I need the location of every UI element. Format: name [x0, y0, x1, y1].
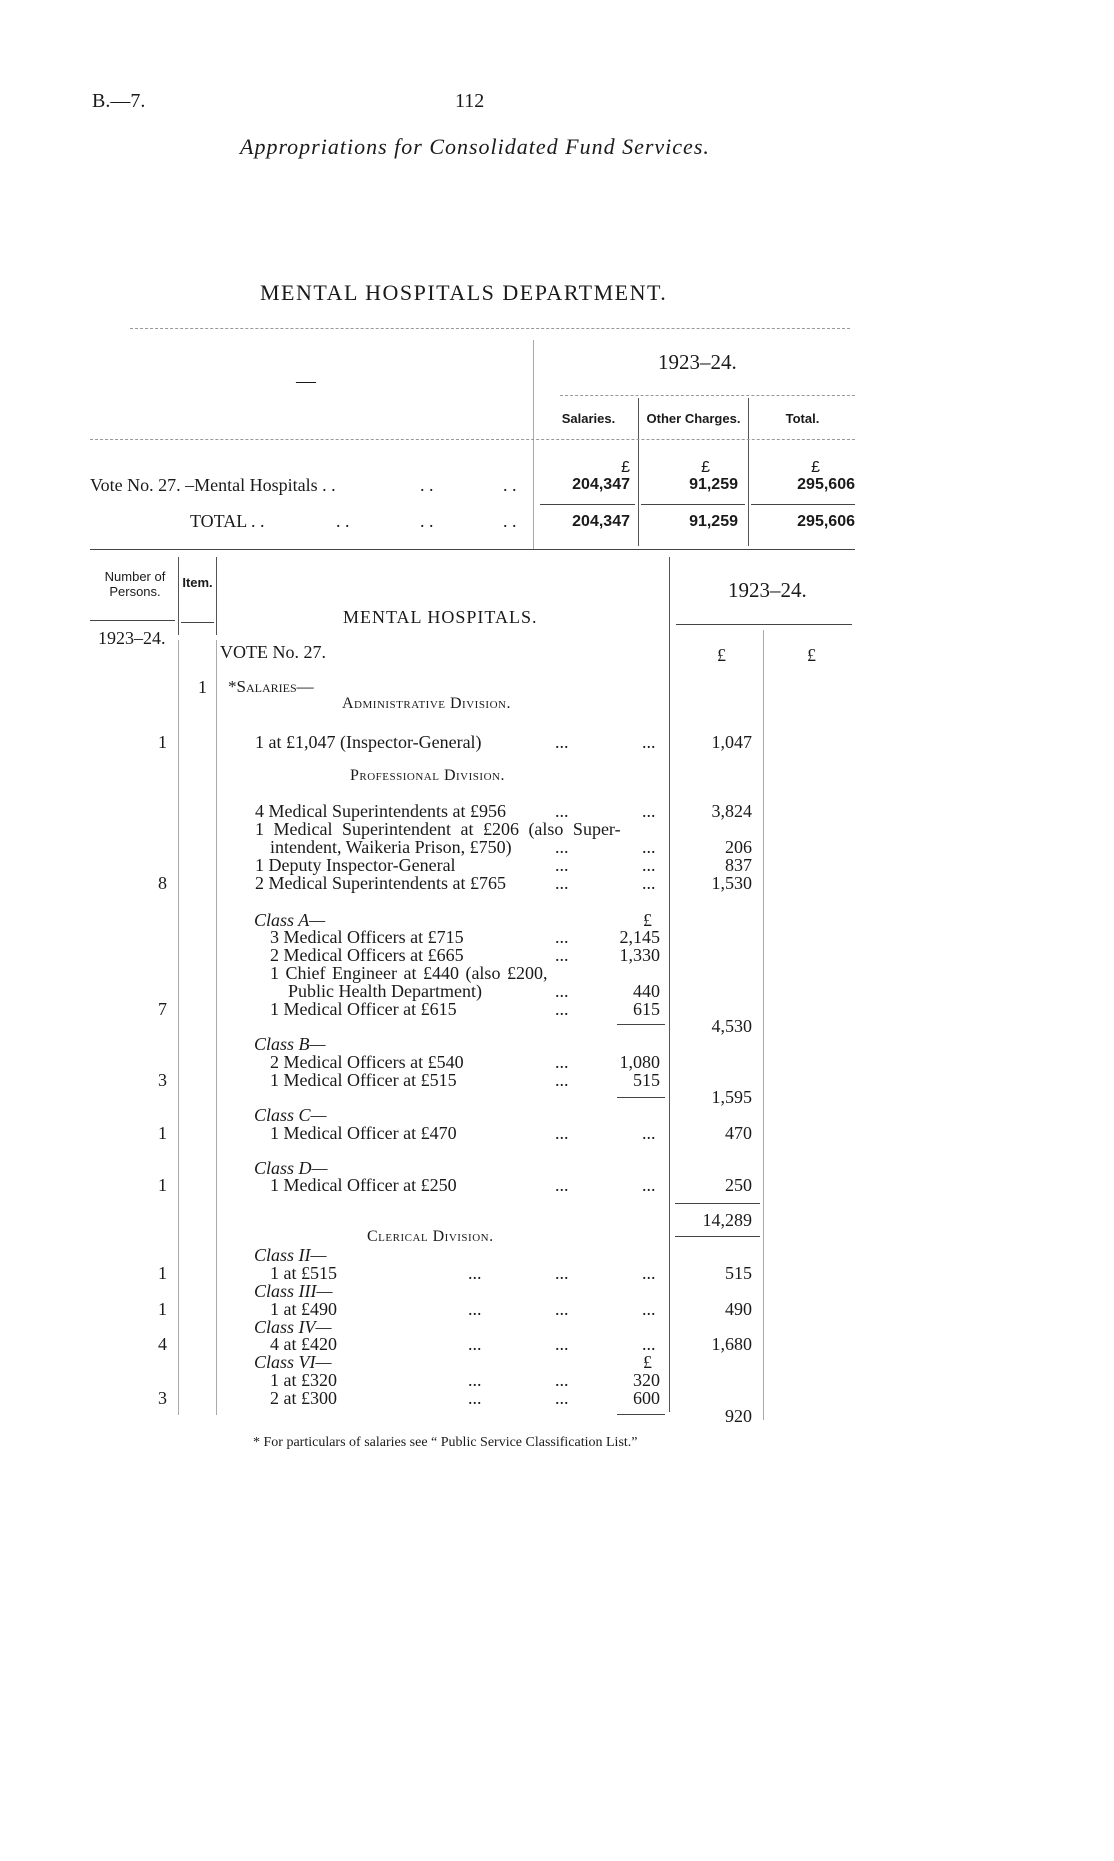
dots: ... — [555, 1175, 569, 1195]
dots: . . — [336, 511, 350, 531]
dots: ... — [555, 1123, 569, 1143]
class-a-heading: Class A— — [254, 910, 326, 930]
class-c-heading: Class C— — [254, 1105, 327, 1125]
class-vi-line: 1 at £320 — [270, 1370, 337, 1390]
class-ii-heading: Class II— — [254, 1245, 327, 1265]
vote-total: 295,606 — [797, 476, 855, 493]
dots: ... — [555, 873, 569, 893]
dots: ... — [642, 1299, 656, 1319]
class-c-amount: 470 — [725, 1123, 752, 1143]
class-iii-line: 1 at £490 — [270, 1299, 337, 1319]
total-label: TOTAL . . — [190, 511, 265, 531]
class-b-total: 1,595 — [711, 1087, 752, 1107]
vote-salaries: 204,347 — [572, 476, 630, 493]
class-vi-amount: 320 — [633, 1370, 660, 1390]
page-number: 112 — [455, 90, 485, 112]
dots: ... — [555, 1370, 569, 1390]
prof-amount: 206 — [725, 837, 752, 857]
dots: ... — [555, 1052, 569, 1072]
vote-label: Vote No. 27. –Mental Hospitals . . — [90, 475, 336, 495]
dots: ... — [555, 981, 569, 1001]
prof-line: 1 Medical Superintendent at £206 (also Super- — [255, 819, 621, 839]
currency-total: £ — [811, 459, 820, 476]
vote-other-charges: 91,259 — [689, 476, 738, 493]
currency-other: £ — [701, 459, 710, 476]
class-a-line: 1 Medical Officer at £615 — [270, 999, 457, 1019]
professional-division: Professional Division. — [350, 767, 505, 784]
class-iv-line: 4 at £420 — [270, 1334, 337, 1354]
persons-class-vi: 3 — [158, 1388, 167, 1408]
pound-col1: £ — [717, 645, 726, 665]
dots: . . — [420, 511, 434, 531]
persons-year: 1923–24. — [98, 628, 166, 648]
persons-class-ii: 1 — [158, 1263, 167, 1283]
persons-class-c: 1 — [158, 1123, 167, 1143]
col-other-charges: Other Charges. — [646, 411, 741, 426]
prof-line: 2 Medical Superintendents at £765 — [255, 873, 506, 893]
col-total: Total. — [785, 411, 820, 426]
class-vi-heading: Class VI— — [254, 1352, 332, 1372]
dots: ... — [642, 873, 656, 893]
class-c-line: 1 Medical Officer at £470 — [270, 1123, 457, 1143]
class-ii-line: 1 at £515 — [270, 1263, 337, 1283]
department-title: MENTAL HOSPITALS DEPARTMENT. — [260, 280, 668, 305]
class-d-heading: Class D— — [254, 1158, 328, 1178]
dots: ... — [642, 855, 656, 875]
class-iii-amount: 490 — [725, 1299, 752, 1319]
class-iii-heading: Class III— — [254, 1281, 333, 1301]
dots: ... — [555, 855, 569, 875]
page-subtitle: Appropriations for Consolidated Fund Services. — [240, 134, 710, 159]
prof-amount: 1,530 — [711, 873, 752, 893]
class-iv-heading: Class IV— — [254, 1317, 332, 1337]
item-number: 1 — [198, 677, 207, 697]
persons-admin: 1 — [158, 732, 167, 752]
persons-class-iv: 4 — [158, 1334, 167, 1354]
class-a-amount: 440 — [633, 981, 660, 1001]
professional-total: 14,289 — [702, 1210, 752, 1230]
class-b-amount: 515 — [633, 1070, 660, 1090]
class-d-amount: 250 — [725, 1175, 752, 1195]
dots: ... — [555, 837, 569, 857]
prof-amount: 3,824 — [711, 801, 752, 821]
dots: ... — [642, 1175, 656, 1195]
administrative-division: Administrative Division. — [342, 695, 511, 712]
dots: ... — [555, 1299, 569, 1319]
class-vi-total: 920 — [725, 1406, 752, 1426]
section-title: MENTAL HOSPITALS. — [343, 607, 538, 627]
total-other-charges: 91,259 — [689, 513, 738, 530]
class-a-line: 1 Chief Engineer at £440 (also £200, — [270, 963, 548, 983]
prof-line: 1 Deputy Inspector-General — [255, 855, 456, 875]
class-iv-amount: 1,680 — [711, 1334, 752, 1354]
persons-class-a: 7 — [158, 999, 167, 1019]
prof-line: 4 Medical Superintendents at £956 — [255, 801, 506, 821]
summary-dash: — — [296, 370, 316, 392]
class-d-line: 1 Medical Officer at £250 — [270, 1175, 457, 1195]
dots: . . — [503, 511, 517, 531]
dots: ... — [642, 732, 656, 752]
total-salaries: 204,347 — [572, 513, 630, 530]
class-a-line: 2 Medical Officers at £665 — [270, 945, 464, 965]
prof-amount: 837 — [725, 855, 752, 875]
dots: ... — [468, 1370, 482, 1390]
pound-sub: £ — [643, 1352, 652, 1372]
pound-sub: £ — [643, 910, 652, 930]
class-a-line: 3 Medical Officers at £715 — [270, 927, 464, 947]
class-ii-amount: 515 — [725, 1263, 752, 1283]
page-reference: B.—7. — [92, 90, 146, 112]
currency-salaries: £ — [621, 459, 630, 476]
dots: ... — [555, 945, 569, 965]
detail-year: 1923–24. — [728, 578, 807, 602]
persons-class-iii: 1 — [158, 1299, 167, 1319]
class-b-line: 1 Medical Officer at £515 — [270, 1070, 457, 1090]
class-b-heading: Class B— — [254, 1034, 326, 1054]
summary-year: 1923–24. — [658, 350, 737, 374]
dots: ... — [555, 1388, 569, 1408]
col-number-of-persons: Number of Persons. — [104, 569, 166, 599]
dots: ... — [642, 801, 656, 821]
class-b-line: 2 Medical Officers at £540 — [270, 1052, 464, 1072]
persons-prof: 8 — [158, 873, 167, 893]
dots: ... — [555, 1263, 569, 1283]
class-a-total: 4,530 — [711, 1016, 752, 1036]
persons-class-d: 1 — [158, 1175, 167, 1195]
dots: ... — [642, 837, 656, 857]
admin-line: 1 at £1,047 (Inspector-General) — [255, 732, 482, 752]
dots: ... — [642, 1334, 656, 1354]
class-b-amount: 1,080 — [619, 1052, 660, 1072]
dots: ... — [468, 1299, 482, 1319]
persons-class-b: 3 — [158, 1070, 167, 1090]
dots: ... — [555, 1070, 569, 1090]
dots: ... — [642, 1123, 656, 1143]
vote-number: VOTE No. 27. — [220, 642, 326, 662]
dots: ... — [555, 801, 569, 821]
prof-line: intendent, Waikeria Prison, £750) — [270, 837, 512, 857]
dots: ... — [468, 1263, 482, 1283]
dots: ... — [555, 927, 569, 947]
dots: ... — [555, 999, 569, 1019]
col-item: Item. — [182, 575, 213, 590]
clerical-division: Clerical Division. — [367, 1228, 494, 1245]
class-vi-amount: 600 — [633, 1388, 660, 1408]
dots: ... — [555, 1334, 569, 1354]
dots: ... — [468, 1334, 482, 1354]
class-a-amount: 2,145 — [619, 927, 660, 947]
dots: ... — [555, 732, 569, 752]
dots: ... — [642, 1263, 656, 1283]
dots: ... — [468, 1388, 482, 1408]
total-total: 295,606 — [797, 513, 855, 530]
class-vi-line: 2 at £300 — [270, 1388, 337, 1408]
dots: . . — [503, 475, 517, 495]
class-a-line: Public Health Department) — [288, 981, 482, 1001]
dots: . . — [420, 475, 434, 495]
footnote: * For particulars of salaries see “ Public Service Classification List.” — [253, 1435, 638, 1450]
col-salaries: Salaries. — [561, 411, 616, 426]
salaries-heading: *Salaries— — [228, 677, 314, 696]
class-a-amount: 1,330 — [619, 945, 660, 965]
admin-amount: 1,047 — [711, 732, 752, 752]
class-a-amount: 615 — [633, 999, 660, 1019]
pound-col2: £ — [807, 645, 816, 665]
